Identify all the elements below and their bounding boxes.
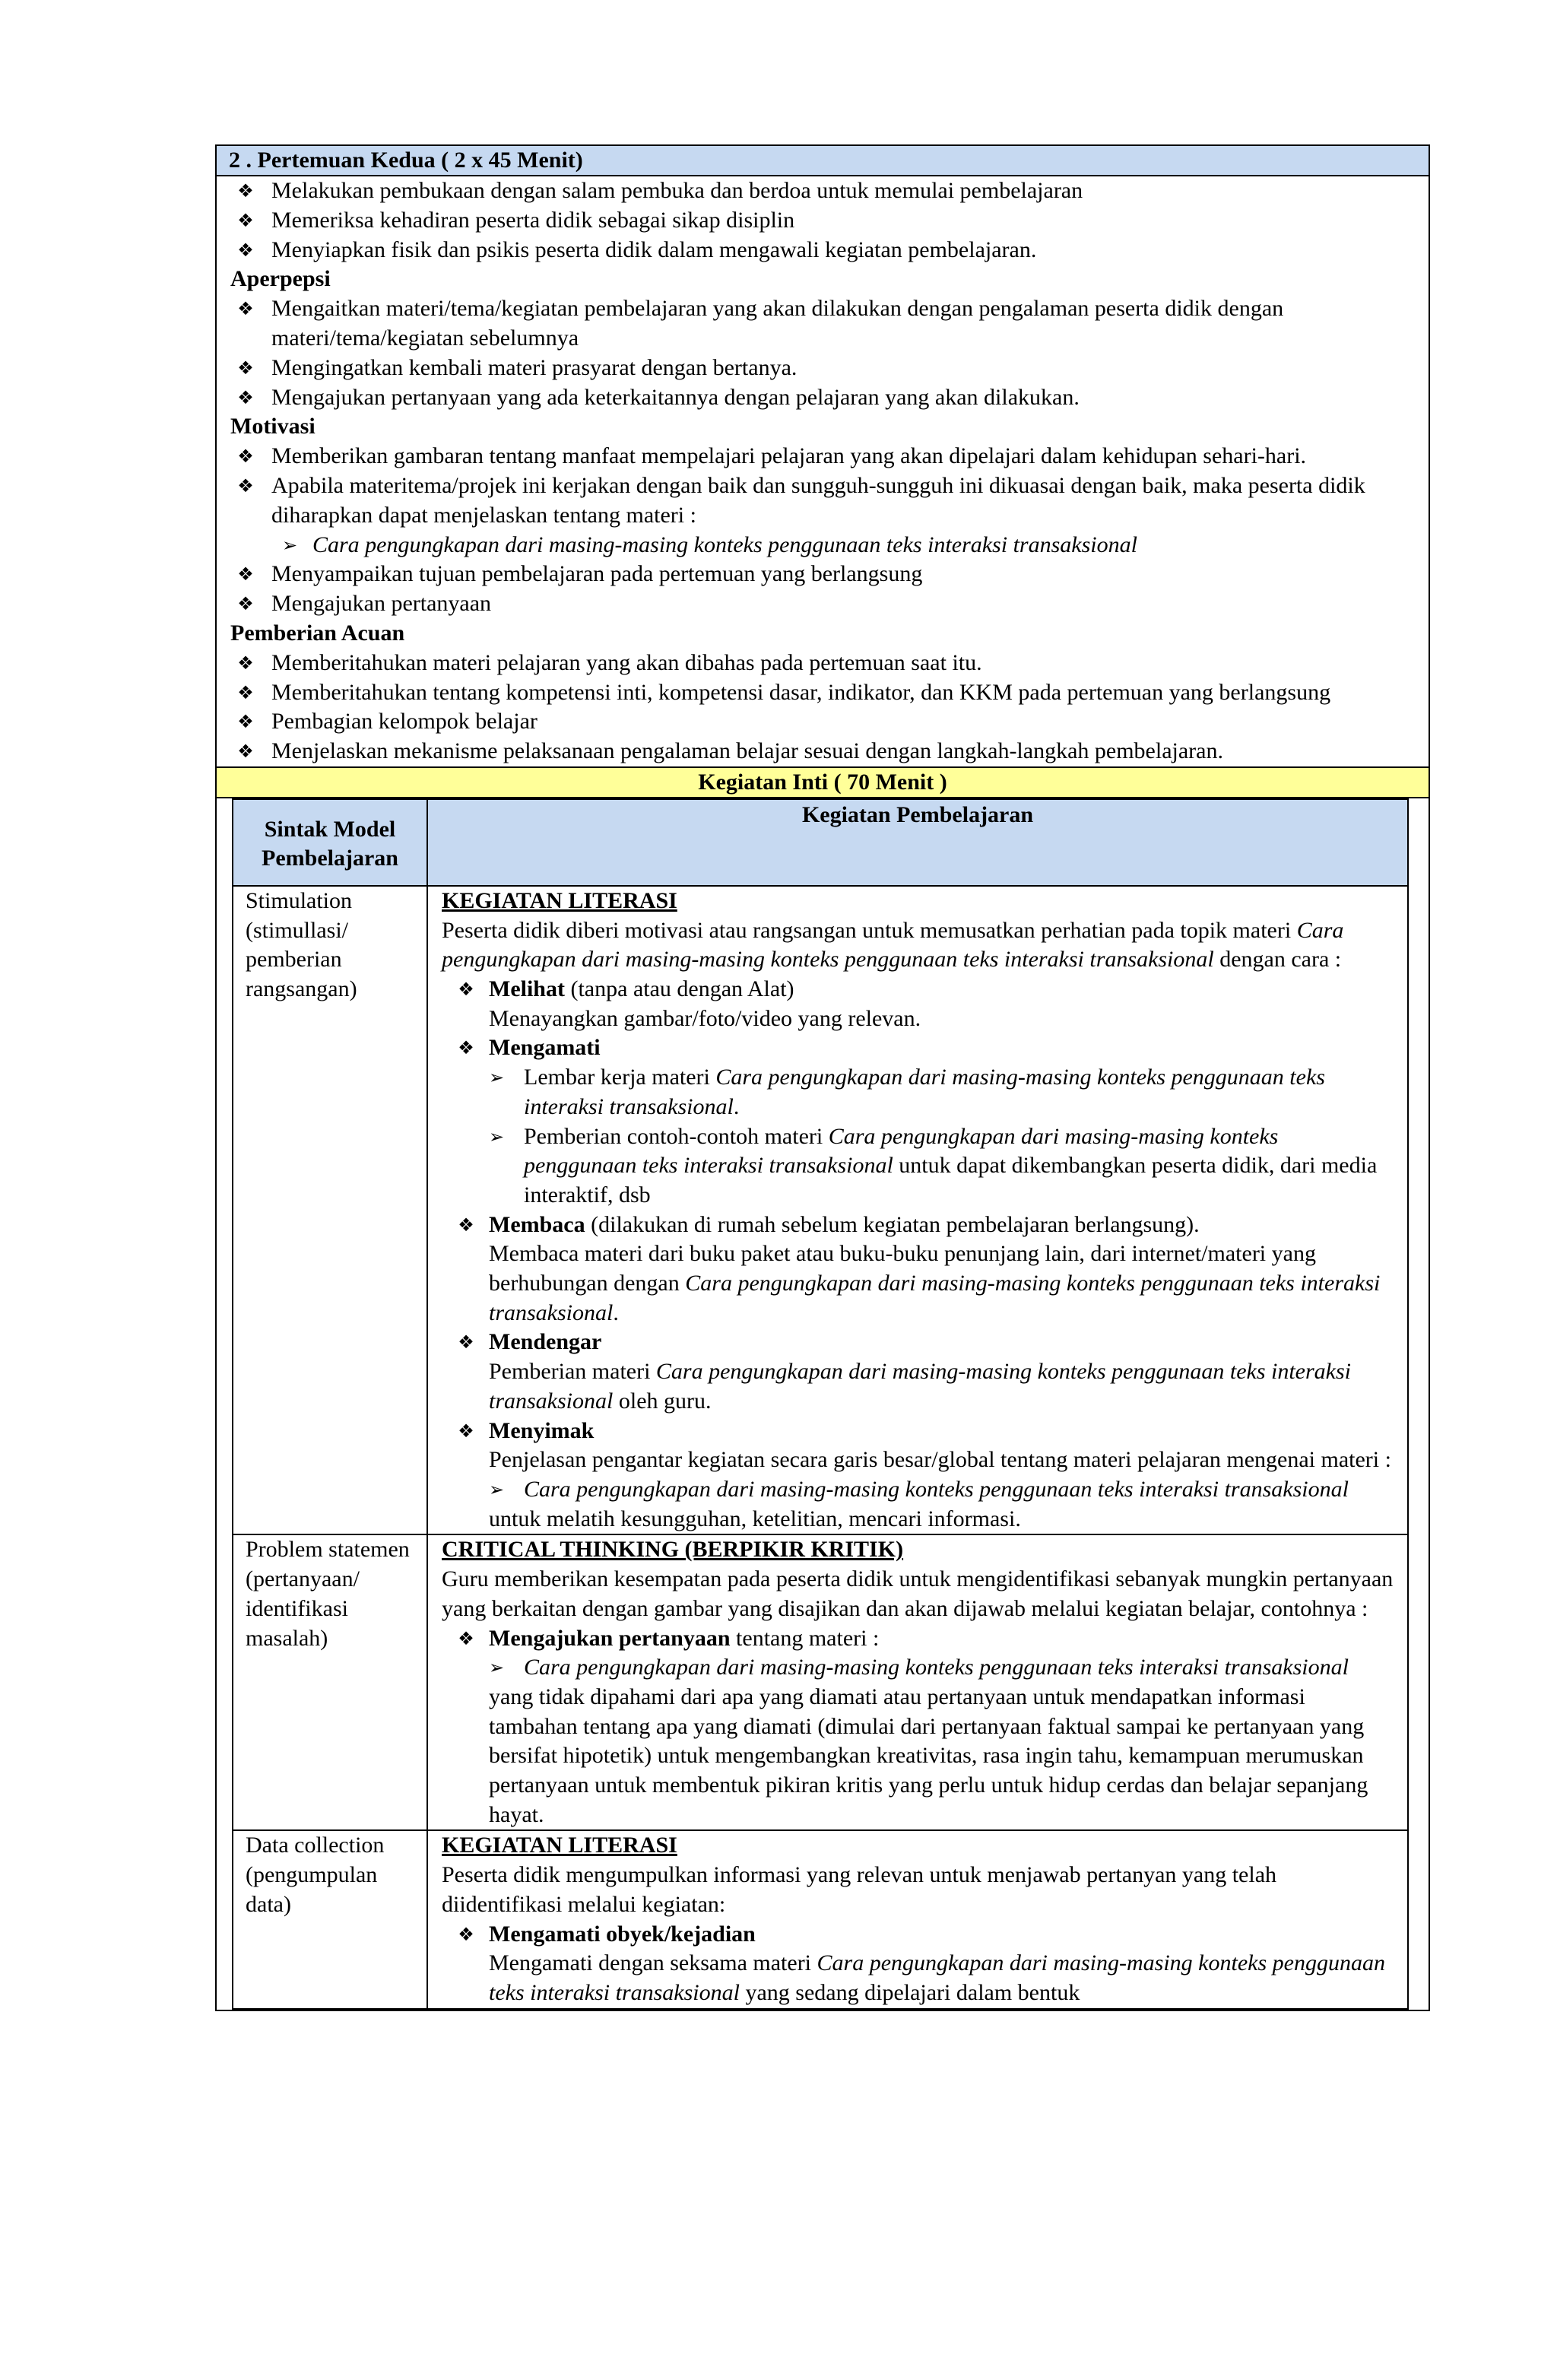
list-item: ❖ Menyampaikan tujuan pembelajaran pada pertemuan yang berlangsung [230, 560, 1416, 589]
table-row [233, 1534, 1408, 1830]
arrow-bullet-icon: ➢ [489, 1479, 505, 1500]
list-item: ❖ Mengajukan pertanyaan tentang materi : [442, 1624, 1395, 1654]
arrow-bullet-icon: ➢ [489, 1125, 505, 1147]
diamond-bullet-icon: ❖ [458, 979, 474, 1001]
list-item: ❖ Menyiapkan fisik dan psikis peserta didik dalam mengawali kegiatan pembelajaran. [230, 236, 1416, 265]
list-item: ❖ Pembagian kelompok belajar [230, 707, 1416, 737]
diamond-bullet-icon: ❖ [237, 681, 254, 703]
core-activity-heading: Kegiatan Inti ( 70 Menit ) [217, 766, 1429, 798]
meeting-title: 2 . Pertemuan Kedua ( 2 x 45 Menit) [217, 146, 1429, 176]
diamond-bullet-icon: ❖ [237, 357, 254, 379]
diamond-bullet-icon: ❖ [458, 1923, 474, 1945]
section-heading: Aperpepsi [230, 266, 331, 292]
list-item: ➢ Pemberian contoh-contoh materi Cara pengungkapan dari masing-masing konteks penggunaan teks interaksi transaksional untuk dapat dikembangkan peserta didik, dari media interaktif, dsb [442, 1122, 1395, 1211]
list-item: ➢ Cara pengungkapan dari masing-masing konteks penggunaan teks interaksi transaksional [442, 1475, 1395, 1505]
diamond-bullet-icon: ❖ [237, 652, 254, 674]
table-row [233, 1830, 1408, 2008]
diamond-bullet-icon: ❖ [458, 1037, 474, 1059]
diamond-bullet-icon: ❖ [458, 1420, 474, 1442]
list-item: ❖ Mengamati [442, 1033, 1395, 1063]
syntax-table [232, 798, 1409, 2010]
section-heading: Pemberian Acuan [230, 620, 405, 646]
list-item: ❖ Memeriksa kehadiran peserta didik sebagai sikap disiplin [230, 206, 1416, 236]
list-item: ❖ Membaca (dilakukan di rumah sebelum kegiatan pembelajaran berlangsung). [442, 1211, 1395, 1240]
diamond-bullet-icon: ❖ [458, 1627, 474, 1649]
list-item: ➢ Cara pengungkapan dari masing-masing konteks penggunaan teks interaksi transaksional [442, 1653, 1395, 1683]
activity-cell: KEGIATAN LITERASI Peserta didik mengumpulkan informasi yang relevan untuk menjawab pertanyan yang telah diidentifikasi melalui kegiatan: ❖ Mengamati obyek/kejadian Mengamati dengan seksama materi Cara pengungkapan dari masing-masing konteks penggunaan teks interaksi transaksional yang sedang dipelajari dalam bentuk [427, 1830, 1408, 2008]
diamond-bullet-icon: ❖ [237, 180, 254, 202]
diamond-bullet-icon: ❖ [237, 239, 254, 261]
list-item: ➢ Lembar kerja materi Cara pengungkapan dari masing-masing konteks penggunaan teks interaksi transaksional. [442, 1063, 1395, 1122]
syntax-label: Problem statemen (pertanyaan/ identifikasi masalah) [233, 1534, 427, 1830]
list-item: ❖ Melakukan pembukaan dengan salam pembuka dan berdoa untuk memulai pembelajaran [230, 176, 1416, 206]
list-item: ❖ Memberikan gambaran tentang manfaat mempelajari pelajaran yang akan dipelajari dalam kehidupan sehari-hari. [230, 442, 1416, 471]
lesson-plan-table [215, 144, 1430, 2011]
diamond-bullet-icon: ❖ [237, 593, 254, 615]
list-item: ❖ Mengamati obyek/kejadian [442, 1920, 1395, 1950]
list-item: ❖ Memberitahukan tentang kompetensi inti, kompetensi dasar, indikator, dan KKM pada pertemuan yang berlangsung [230, 678, 1416, 708]
document-page [215, 144, 1430, 2011]
table-header-row [233, 799, 1408, 886]
arrow-bullet-icon: ➢ [489, 1657, 505, 1679]
section-heading: Motivasi [230, 414, 316, 440]
list-item: ❖ Menjelaskan mekanisme pelaksanaan pengalaman belajar sesuai dengan langkah-langkah pembelajaran. [230, 737, 1416, 766]
diamond-bullet-icon: ❖ [237, 446, 254, 468]
diamond-bullet-icon: ❖ [237, 474, 254, 497]
list-item: ❖ Mendengar [442, 1328, 1395, 1357]
table-row [233, 886, 1408, 1534]
list-item: ➢ Cara pengungkapan dari masing-masing konteks penggunaan teks interaksi transaksional [230, 531, 1416, 560]
list-item: ❖ Mengajukan pertanyaan [230, 589, 1416, 619]
column-header: Sintak Model Pembelajaran [233, 799, 427, 886]
diamond-bullet-icon: ❖ [237, 741, 254, 763]
diamond-bullet-icon: ❖ [237, 711, 254, 733]
list-item: ❖ Memberitahukan materi pelajaran yang akan dibahas pada pertemuan saat itu. [230, 649, 1416, 678]
list-item: ❖ Apabila materitema/projek ini kerjakan dengan baik dan sungguh-sungguh ini dikuasai dengan baik, maka peserta didik diharapkan dapat menjelaskan tentang materi : [230, 471, 1416, 531]
list-item: ❖ Menyimak [442, 1417, 1395, 1446]
diamond-bullet-icon: ❖ [237, 298, 254, 320]
syntax-label: Stimulation (stimullasi/ pemberian rangsangan) [233, 886, 427, 1534]
introduction-section [217, 176, 1429, 766]
arrow-bullet-icon: ➢ [282, 534, 298, 556]
list-item: ❖ Melihat (tanpa atau dengan Alat) [442, 975, 1395, 1004]
diamond-bullet-icon: ❖ [458, 1214, 474, 1236]
diamond-bullet-icon: ❖ [458, 1331, 474, 1353]
arrow-bullet-icon: ➢ [489, 1067, 505, 1089]
list-item: ❖ Mengingatkan kembali materi prasyarat dengan bertanya. [230, 354, 1416, 383]
activity-cell: CRITICAL THINKING (BERPIKIR KRITIK) Guru memberikan kesempatan pada peserta didik untuk mengidentifikasi sebanyak mungkin pertanyaan yang berkaitan dengan gambar yang disajikan dan akan dijawab melalui kegiatan belajar, contohnya : ❖ Mengajukan pertanyaan tentang materi : ➢ Cara pengungkapan dari masing-masing konteks penggunaan teks interaksi transaksional yang tidak dipahami dari apa yang diamati atau pertanyaan untuk mendapatkan informasi tambahan tentang apa yang diamati (dimulai dari pertanyaan faktual sampai ke pertanyaan yang bersifat hipotetik) untuk mengembangkan kreativitas, rasa ingin tahu, kemampuan merumuskan pertanyaan untuk membentuk pikiran kritis yang perlu untuk hidup cerdas dan belajar sepanjang hayat. [427, 1534, 1408, 1830]
column-header: Kegiatan Pembelajaran [427, 799, 1408, 886]
syntax-label: Data collection (pengumpulan data) [233, 1830, 427, 2008]
diamond-bullet-icon: ❖ [237, 209, 254, 231]
activity-cell: KEGIATAN LITERASI Peserta didik diberi motivasi atau rangsangan untuk memusatkan perhatian pada topik materi Cara pengungkapan dari masing-masing konteks penggunaan teks interaksi transaksional dengan cara : ❖ Melihat (tanpa atau dengan Alat) Menayangkan gambar/foto/video yang relevan. ❖ Mengamati ➢ Lembar kerja materi Cara pengungkapan dari masing-masing konteks penggunaan teks interaksi transaksional. ➢ Pemberian contoh-contoh materi Cara pengungkapan dari masing-masing konteks penggunaan teks interaksi transaksional untuk dapat dikembangkan peserta didik, dari media interaktif, dsb ❖ Membaca (dilakukan di rumah sebelum kegiatan pembelajaran berlangsung). Membaca materi dari buku paket atau buku-buku penunjang lain, dari internet/materi yang berhubungan dengan Cara pengungkapan dari masing-masing konteks penggunaan teks interaksi transaksional. ❖ Mendengar Pemberian materi Cara pengungkapan dari masing-masing konteks penggunaan teks interaksi transaksional oleh guru. ❖ Menyimak Penjelasan pengantar kegiatan secara garis besar/global tentang materi pelajaran mengenai materi : ➢ Cara pengungkapan dari masing-masing konteks penggunaan teks interaksi transaksional untuk melatih kesungguhan, ketelitian, mencari informasi. [427, 886, 1408, 1534]
diamond-bullet-icon: ❖ [237, 386, 254, 408]
list-item: ❖ Mengajukan pertanyaan yang ada keterkaitannya dengan pelajaran yang akan dilakukan. [230, 383, 1416, 413]
diamond-bullet-icon: ❖ [237, 563, 254, 585]
list-item: ❖ Mengaitkan materi/tema/kegiatan pembelajaran yang akan dilakukan dengan pengalaman peserta didik dengan materi/tema/kegiatan sebelumnya [230, 294, 1416, 354]
